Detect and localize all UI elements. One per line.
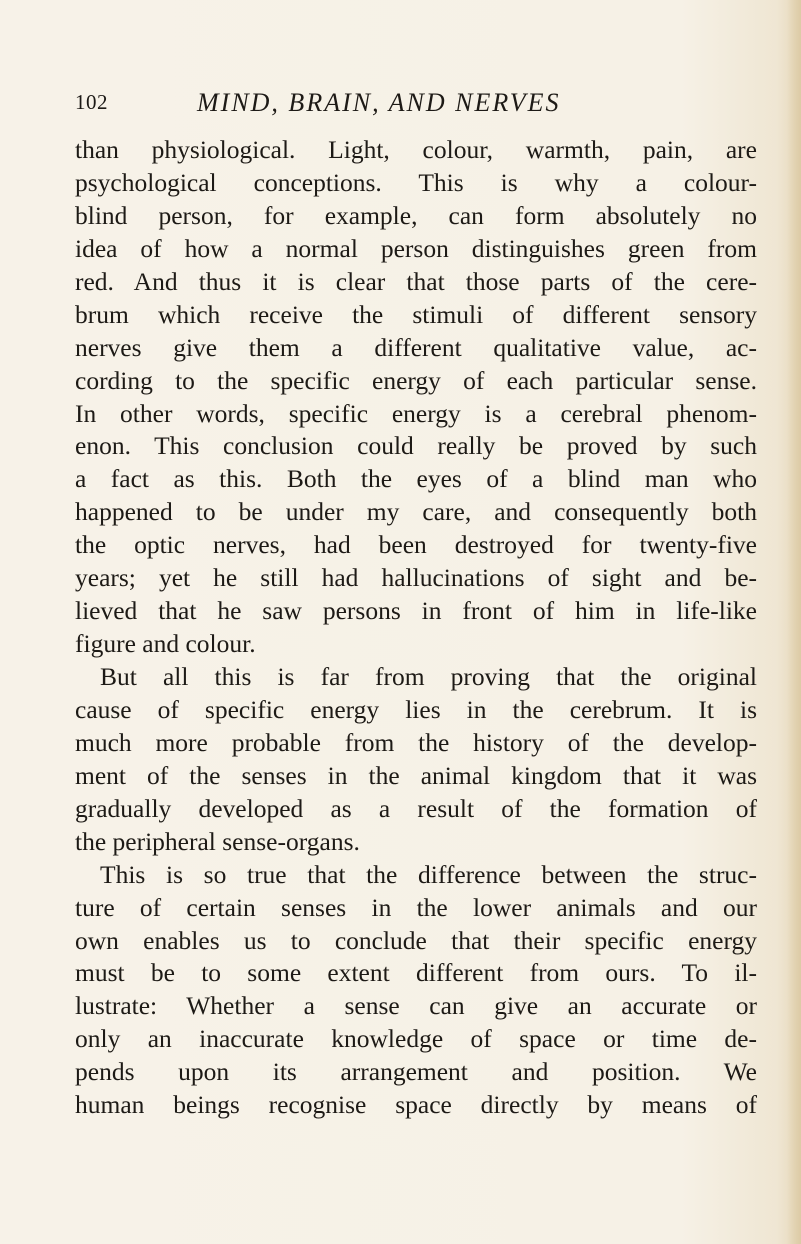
text-line: enon. This conclusion could really be proved by such: [75, 431, 757, 461]
text-line: than physiological. Light, colour, warmth, pain, are: [75, 135, 757, 164]
text-line: red. And thus it is clear that those parts of the cere-: [75, 266, 757, 296]
text-line: a fact as this. Both the eyes of a blind man who: [75, 464, 757, 494]
page-number: 102: [75, 90, 108, 114]
text-line: blind person, for example, can form absolutely no: [75, 200, 757, 230]
paragraph-start-line: But all this is far from proving that the original: [100, 662, 757, 691]
paragraph-end-line: figure and colour.: [75, 629, 256, 659]
page-header: [75, 88, 755, 120]
text-line: pends upon its arrangement and position. We: [75, 1057, 757, 1087]
text-line: In other words, specific energy is a cerebral phenom-: [75, 398, 757, 428]
paragraph-end-line: the peripheral sense-organs.: [75, 826, 360, 856]
text-line: gradually developed as a result of the formation of: [75, 793, 757, 823]
text-line: brum which receive the stimuli of different sensory: [75, 299, 757, 329]
body-text: [75, 134, 757, 1122]
paragraph-start-line: This is so true that the difference between the struc-: [100, 859, 757, 889]
text-line: cording to the specific energy of each particular sense.: [75, 365, 757, 395]
text-line: idea of how a normal person distinguishes green from: [75, 233, 757, 263]
text-line: own enables us to conclude that their specific energy: [75, 925, 757, 955]
text-line: ment of the senses in the animal kingdom that it was: [75, 760, 757, 790]
text-line: years; yet he still had hallucinations of sight and be-: [75, 563, 757, 593]
text-line: much more probable from the history of the develop-: [75, 727, 757, 757]
text-line: must be to some extent different from ours. To il-: [75, 958, 757, 988]
text-line: cause of specific energy lies in the cerebrum. It is: [75, 694, 757, 724]
text-line: happened to be under my care, and consequently both: [75, 497, 757, 527]
text-line: psychological conceptions. This is why a colour-: [75, 167, 757, 197]
page-edge-shadow: [787, 0, 801, 1244]
text-line: human beings recognise space directly by means of: [75, 1090, 757, 1120]
text-line: only an inaccurate knowledge of space or time de-: [75, 1024, 757, 1054]
text-line: lieved that he saw persons in front of him in life-like: [75, 596, 757, 626]
text-line: nerves give them a different qualitative value, ac-: [75, 332, 757, 362]
text-line: lustrate: Whether a sense can give an accurate or: [75, 991, 757, 1021]
text-line: the optic nerves, had been destroyed for twenty-five: [75, 530, 757, 560]
text-line: ture of certain senses in the lower animals and our: [75, 892, 757, 922]
running-head: MIND, BRAIN, AND NERVES: [197, 88, 561, 117]
